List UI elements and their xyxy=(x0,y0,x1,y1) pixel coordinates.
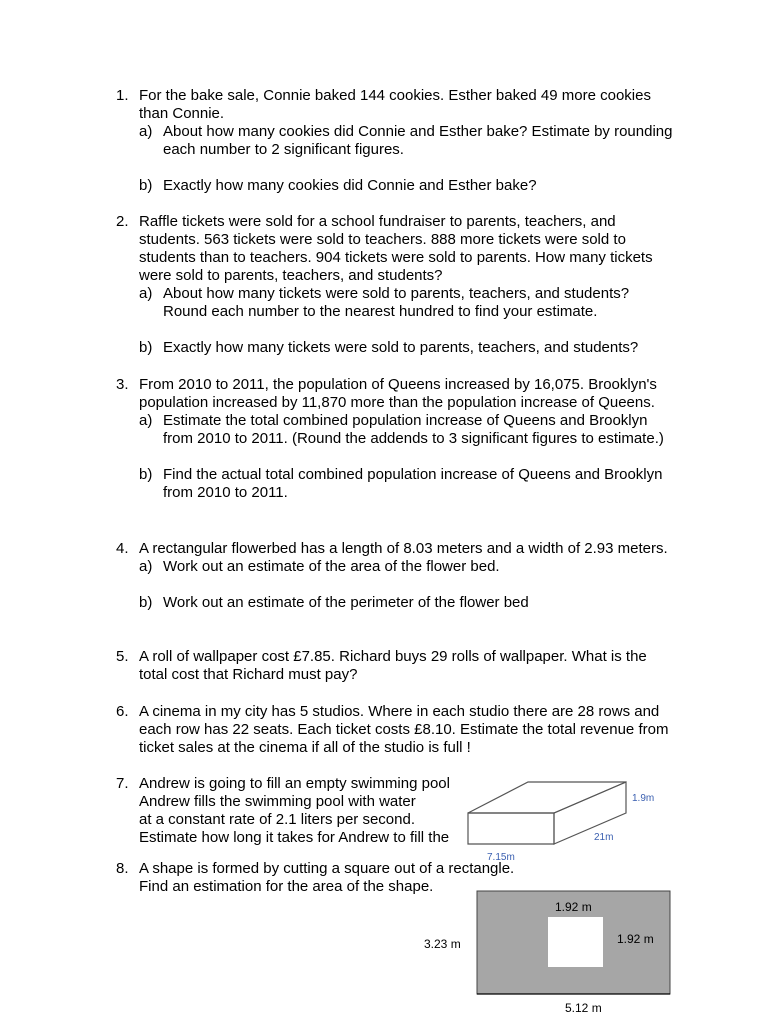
sub-question-text: About how many cookies did Connie and Esther bake? Estimate by rounding each number to 2 significant figures. xyxy=(163,123,673,158)
sub-question-b xyxy=(139,466,676,502)
question-4 xyxy=(116,540,676,612)
question-text: A cinema in my city has 5 studios. Where in each studio there are 28 rows and each row has 22 seats. Each ticket costs £8.10. Estimate the total revenue from ticket sales at the cinema if all of the studio is full ! xyxy=(139,703,669,756)
question-1 xyxy=(116,87,676,195)
question-text-line: Andrew is going to fill an empty swimming pool xyxy=(139,775,450,792)
sub-question-a xyxy=(139,558,676,576)
question-7 xyxy=(116,775,461,847)
question-text: A roll of wallpaper cost £7.85. Richard buys 29 rolls of wallpaper. What is the total cost that Richard must pay? xyxy=(139,648,647,683)
sub-question-label: b) xyxy=(139,594,153,611)
sub-question-label: a) xyxy=(139,285,153,302)
question-number: 5. xyxy=(116,648,129,665)
question-text-line: Estimate how long it takes for Andrew to fill the xyxy=(139,829,450,846)
question-number: 1. xyxy=(116,87,129,104)
cut-rectangle-diagram xyxy=(420,888,690,1020)
question-text: Raffle tickets were sold for a school fundraiser to parents, teachers, and students. 563 tickets were sold to teachers. 888 more tickets were sold to students than to teachers. 904 tickets were sold to parents. How many tickets were sold to parents, teachers, and students? xyxy=(139,213,653,284)
question-text: A rectangular flowerbed has a length of 8.03 meters and a width of 2.93 meters. xyxy=(139,540,668,557)
question-text-line: Andrew fills the swimming pool with water xyxy=(139,793,416,810)
sub-question-text: Exactly how many tickets were sold to parents, teachers, and students? xyxy=(163,339,639,356)
question-text-line: Find an estimation for the area of the shape. xyxy=(139,878,434,895)
question-number: 7. xyxy=(116,775,129,792)
sub-question-b xyxy=(139,594,676,612)
sub-question-b xyxy=(139,177,676,195)
sub-question-a xyxy=(139,285,676,321)
square-side-label: 1.92 m xyxy=(617,932,654,946)
question-5 xyxy=(116,648,676,684)
sub-question-label: b) xyxy=(139,466,153,483)
question-number: 8. xyxy=(116,860,129,877)
question-number: 2. xyxy=(116,213,129,230)
question-6 xyxy=(116,703,676,757)
question-number: 6. xyxy=(116,703,129,720)
sub-question-label: a) xyxy=(139,558,153,575)
sub-question-label: a) xyxy=(139,412,153,429)
sub-question-a xyxy=(139,123,676,159)
sub-question-label: a) xyxy=(139,123,153,140)
question-text-line: A shape is formed by cutting a square out of a rectangle. xyxy=(139,860,515,877)
rectangle-height-label: 3.23 m xyxy=(424,937,461,951)
sub-question-text: Work out an estimate of the perimeter of the flower bed xyxy=(163,594,529,611)
cut-out-square xyxy=(548,917,603,967)
question-text: For the bake sale, Connie baked 144 cookies. Esther baked 49 more cookies than Connie. xyxy=(139,87,651,122)
sub-question-text: Work out an estimate of the area of the flower bed. xyxy=(163,558,500,575)
square-top-label: 1.92 m xyxy=(555,900,592,914)
rectangle-width-label: 5.12 m xyxy=(565,1001,602,1015)
question-text-line: at a constant rate of 2.1 liters per second. xyxy=(139,811,415,828)
pool-width-label: 7.15m xyxy=(487,852,515,863)
pool-height-label: 1.9m xyxy=(632,793,655,804)
sub-question-text: About how many tickets were sold to parents, teachers, and students? Round each number to the nearest hundred to find your estimate. xyxy=(163,285,630,320)
question-3 xyxy=(116,376,676,502)
sub-question-a xyxy=(139,412,676,448)
sub-question-b xyxy=(139,339,676,357)
question-text: From 2010 to 2011, the population of Queens increased by 16,075. Brooklyn's population increased by 11,870 more than the population increase of Queens. xyxy=(139,376,657,411)
question-2 xyxy=(116,213,676,357)
sub-question-text: Find the actual total combined population increase of Queens and Brooklyn from 2010 to 2011. xyxy=(163,466,663,501)
sub-question-label: b) xyxy=(139,339,153,356)
sub-question-label: b) xyxy=(139,177,153,194)
sub-question-text: Estimate the total combined population increase of Queens and Brooklyn from 2010 to 2011. (Round the addends to 3 significant figures to estimate.) xyxy=(163,412,664,447)
swimming-pool-diagram xyxy=(460,776,665,868)
pool-length-label: 21m xyxy=(594,832,614,843)
question-number: 4. xyxy=(116,540,129,557)
question-number: 3. xyxy=(116,376,129,393)
sub-question-text: Exactly how many cookies did Connie and Esther bake? xyxy=(163,177,537,194)
